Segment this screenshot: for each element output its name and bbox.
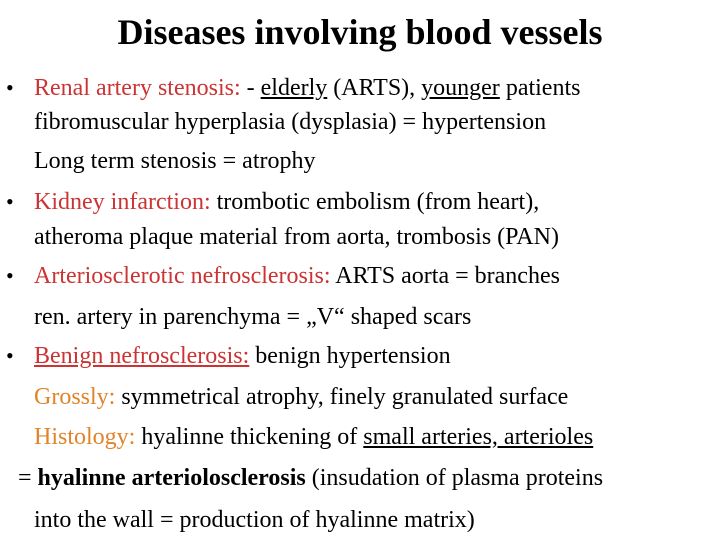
term-kidney-infarction: Kidney infarction: [34,189,217,215]
line-atheroma: atheroma plaque material from aorta, trombosis (PAN) [34,224,559,250]
text-hyalinne-thickening: hyalinne thickening of [141,424,364,450]
line-renal-artery-stenosis [34,73,580,103]
text-small-arteries: small arteries, arterioles [363,424,594,450]
text-younger: younger [421,75,500,101]
bullet-marker: • [6,75,14,100]
text-elderly: elderly [260,75,328,101]
text-trombotic-embolism: trombotic embolism (from heart), [216,189,540,215]
line-histology [34,422,593,452]
slide-title: Diseases involving blood vessels [117,12,603,52]
line-fibromuscular: fibromuscular hyperplasia (dysplasia) = hypertension [34,109,547,135]
line-benign-nefrosclerosis [34,341,451,371]
text-grossly-description: symmetrical atrophy, finely granulated surface [121,384,569,410]
term-histology: Histology: [34,424,142,450]
line-ren-artery: ren. artery in parenchyma = „V“ shaped scars [34,304,472,330]
bullet-marker: • [6,343,14,368]
text-arts-aorta: ARTS aorta = branches [335,263,560,289]
term-grossly: Grossly: [34,384,122,410]
bullet-marker: • [6,189,14,214]
term-hyalinne-arteriolosclerosis: hyalinne arteriolosclerosis [37,465,306,491]
line-into-the-wall: into the wall = production of hyalinne matrix) [34,507,475,533]
line-arteriosclerotic-nefrosclerosis [34,261,560,291]
text-dash: - [246,75,261,101]
text-insudation: (insudation of plasma proteins [305,465,604,491]
text-patients: patients [499,75,581,101]
term-benign-nefrosclerosis: Benign nefrosclerosis: [34,343,250,369]
line-hyalinne-arteriolosclerosis [18,463,603,493]
line-long-term-stenosis: Long term stenosis = atrophy [34,148,316,174]
bullet-marker: • [6,263,14,288]
text-benign-hypertension: benign hypertension [249,343,451,369]
text-equals: = [18,465,38,491]
text-arts: (ARTS), [327,75,422,101]
line-grossly [34,382,568,412]
line-kidney-infarction [34,187,539,217]
term-renal-artery-stenosis: Renal artery stenosis: [34,75,247,101]
term-arteriosclerotic-nefrosclerosis: Arteriosclerotic nefrosclerosis: [34,263,336,289]
